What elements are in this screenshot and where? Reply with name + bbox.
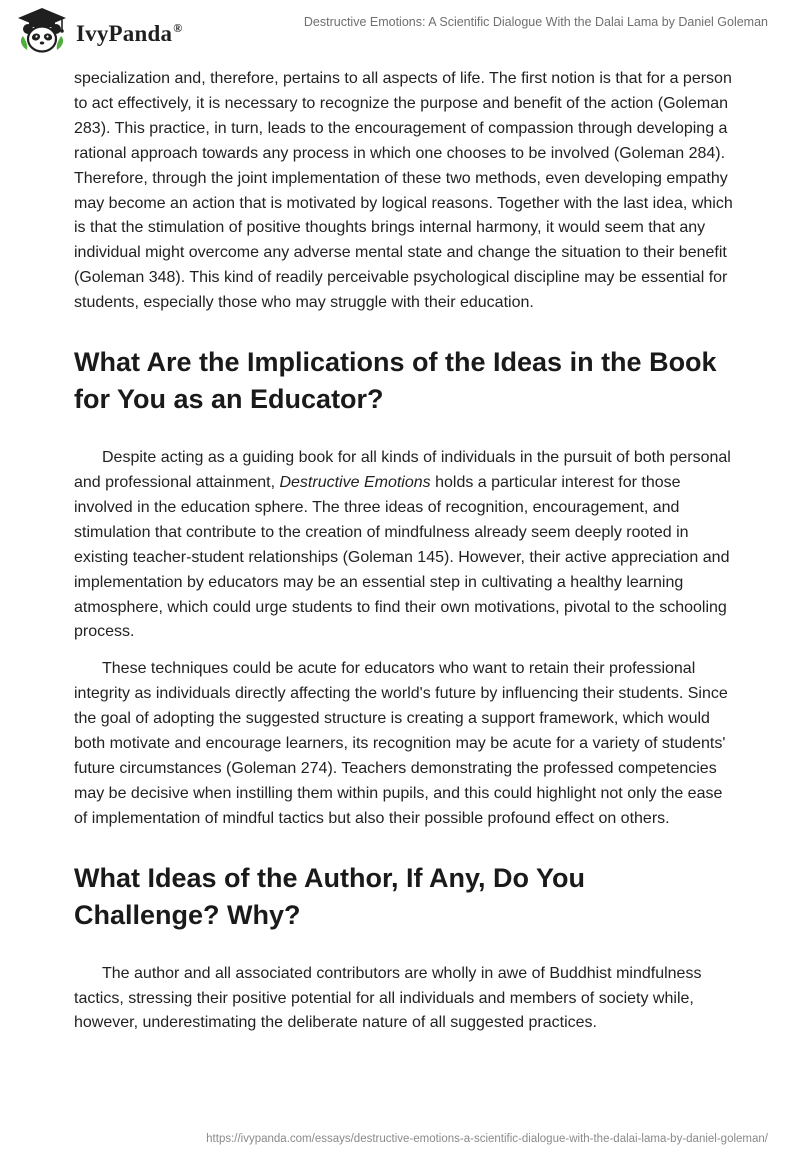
paragraph-text: Despite acting as a guiding book for all kinds of individuals in the pursuit of both personal and professional attainment, — [74, 449, 731, 491]
paragraph-continuation: specialization and, therefore, pertains to all aspects of life. The first notion is that for a person to act effectively, it is necessary to recognize the purpose and benefit of the action (Goleman 283). This practice, in turn, leads to the encouragement of compassion through developing a rational approach towards any process in which one chooses to be involved (Goleman 284). Therefore, through the joint implementation of these two methods, even developing empathy may become an action that is motivated by logical reasons. Together with the last idea, which is that the stimulation of positive thoughts brings internal harmony, it would seem that any individual might overcome any adverse mental state and change the situation to their benefit (Goleman 348). This kind of readily perceivable psychological discipline may be essential for students, especially those who may struggle with their education. — [74, 70, 733, 312]
section-heading-implications: What Are the Implications of the Ideas in the Book for You as an Educator? — [74, 347, 717, 415]
paragraph-implications-1 — [74, 446, 734, 645]
ivypanda-logo[interactable] — [14, 6, 182, 56]
source-url[interactable]: https://ivypanda.com/essays/destructive-emotions-a-scientific-dialogue-with-the-dalai-lama-by-daniel-goleman/ — [206, 1133, 768, 1145]
paragraph-text: holds a particular interest for those involved in the education sphere. The three ideas of recognition, encouragement, and stimulation that contribute to the creation of mindfulness already seem deeply rooted in existing teacher-student relationships (Goleman 145). However, their active appreciation and implementation by educators may be an essential step in cultivating a healthy learning atmosphere, which could urge students to find their own motivations, pivotal to the schooling process. — [74, 473, 730, 641]
section-heading-challenge: What Ideas of the Author, If Any, Do You Challenge? Why? — [74, 862, 585, 930]
registered-mark: ® — [173, 21, 183, 36]
paragraph-implications-2: These techniques could be acute for educators who want to retain their professional integrity as individuals directly affecting the world's future by influencing their students. Since the goal of adopting the suggested structure is creating a support framework, which would both motivate and encourage learners, its recognition may be acute for a variety of students' future circumstances (Goleman 274). Teachers demonstrating the professed competencies may be decisive when instilling them within pupils, and this could highlight not only the ease of implementation of mindful tactics but also their possible profound effect on others. — [74, 660, 728, 827]
document-title: Destructive Emotions: A Scientific Dialogue With the Dalai Lama by Daniel Goleman — [303, 15, 768, 29]
essay-content — [74, 67, 734, 1036]
panda-graduate-icon — [14, 6, 70, 56]
book-title-italic: Destructive Emotions — [279, 473, 431, 491]
page-header — [0, 0, 800, 72]
paragraph-challenge-1: The author and all associated contributors are wholly in awe of Buddhist mindfulness tactics, stressing their positive potential for all individuals and members of society while, however, underestimating the deliberate nature of all suggested practices. — [74, 964, 702, 1032]
brand-name: IvyPanda® — [76, 21, 183, 46]
